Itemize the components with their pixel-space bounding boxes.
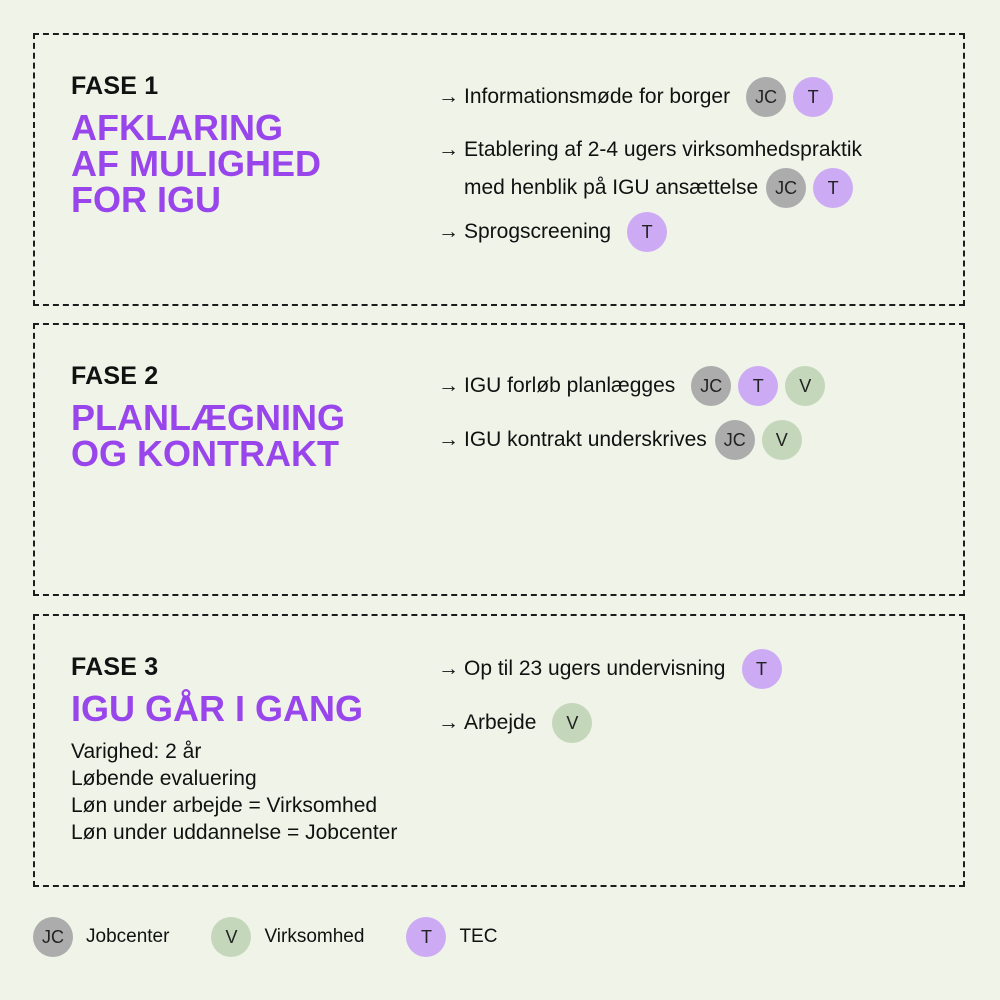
legend bbox=[33, 917, 539, 957]
phase-3-box bbox=[33, 614, 965, 887]
legend-label: TEC bbox=[459, 926, 498, 947]
step-text: IGU kontrakt underskrives bbox=[464, 428, 707, 451]
step-item bbox=[438, 421, 802, 459]
step-text: Op til 23 ugers undervisning bbox=[464, 657, 726, 680]
step-item bbox=[438, 367, 825, 405]
title-line: OG KONTRAKT bbox=[71, 433, 339, 474]
step-item bbox=[438, 78, 833, 116]
step-text: IGU forløb planlægges bbox=[464, 374, 676, 397]
badge-jobcenter: JC bbox=[33, 917, 73, 957]
badge-tec: T bbox=[406, 917, 446, 957]
arrow-right-icon: → bbox=[438, 657, 459, 680]
phase-notes bbox=[71, 738, 397, 846]
note-line: Løbende evaluering bbox=[71, 767, 257, 790]
phase-label: FASE 1 bbox=[71, 72, 159, 100]
phase-title bbox=[71, 107, 321, 220]
arrow-right-icon: → bbox=[438, 428, 459, 451]
badge-virksomhed: V bbox=[785, 366, 825, 406]
step-item bbox=[438, 213, 667, 251]
step-text: Etablering af 2-4 ugers virksomhedspraktik bbox=[464, 138, 863, 161]
legend-item-virksomhed bbox=[211, 917, 364, 957]
arrow-right-icon: → bbox=[438, 85, 459, 108]
step-item bbox=[438, 131, 862, 207]
badge-tec: T bbox=[742, 649, 782, 689]
badge-jobcenter: JC bbox=[766, 168, 806, 208]
badge-tec: T bbox=[813, 168, 853, 208]
badge-tec: T bbox=[793, 77, 833, 117]
badge-group bbox=[746, 77, 833, 117]
legend-item-jobcenter bbox=[33, 917, 169, 957]
badge-jobcenter: JC bbox=[715, 420, 755, 460]
badge-group bbox=[691, 366, 825, 406]
title-line: AFKLARING bbox=[71, 107, 283, 148]
note-line: Løn under arbejde = Virksomhed bbox=[71, 794, 378, 817]
step-text: Arbejde bbox=[464, 711, 537, 734]
phase-2-box bbox=[33, 323, 965, 596]
legend-label: Jobcenter bbox=[86, 926, 170, 947]
legend-item-tec bbox=[406, 917, 497, 957]
badge-group bbox=[715, 420, 802, 460]
title-line: IGU GÅR I GANG bbox=[71, 688, 364, 729]
badge-virksomhed: V bbox=[211, 917, 251, 957]
step-item bbox=[438, 650, 782, 688]
legend-label: Virksomhed bbox=[264, 926, 365, 947]
badge-virksomhed: V bbox=[552, 703, 592, 743]
step-text: Sprogscreening bbox=[464, 220, 612, 243]
badge-group bbox=[627, 212, 667, 252]
badge-group bbox=[766, 168, 853, 208]
step-item bbox=[438, 704, 592, 742]
phase-title bbox=[71, 688, 364, 729]
step-text: med henblik på IGU ansættelse bbox=[464, 176, 759, 199]
phase-label: FASE 3 bbox=[71, 653, 159, 681]
phase-title bbox=[71, 397, 345, 474]
badge-tec: T bbox=[738, 366, 778, 406]
title-line: PLANLÆGNING bbox=[71, 397, 345, 438]
badge-group bbox=[742, 649, 782, 689]
note-line: Løn under uddannelse = Jobcenter bbox=[71, 821, 398, 844]
title-line: FOR IGU bbox=[71, 179, 221, 220]
badge-tec: T bbox=[627, 212, 667, 252]
phase-label: FASE 2 bbox=[71, 362, 159, 390]
badge-group bbox=[552, 703, 592, 743]
badge-jobcenter: JC bbox=[746, 77, 786, 117]
step-text: Informationsmøde for borger bbox=[464, 85, 731, 108]
badge-jobcenter: JC bbox=[691, 366, 731, 406]
arrow-right-icon: → bbox=[438, 711, 459, 734]
arrow-right-icon: → bbox=[438, 220, 459, 243]
arrow-right-icon: → bbox=[438, 138, 459, 161]
note-line: Varighed: 2 år bbox=[71, 740, 202, 763]
title-line: AF MULIGHED bbox=[71, 143, 321, 184]
arrow-right-icon: → bbox=[438, 374, 459, 397]
badge-virksomhed: V bbox=[762, 420, 802, 460]
phase-1-box bbox=[33, 33, 965, 306]
